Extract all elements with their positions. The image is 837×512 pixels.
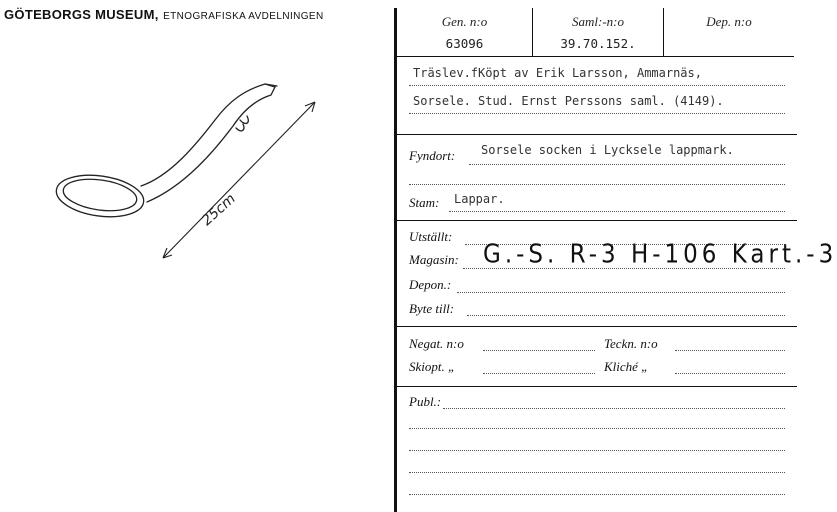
stam-label: Stam:	[409, 195, 440, 210]
fyndort-label: Fyndort:	[409, 148, 456, 163]
department-name: ETNOGRAFISKA AVDELNINGEN	[163, 11, 324, 22]
saml-number-value: 39.70.152.	[560, 36, 636, 51]
gen-number-cell	[397, 8, 533, 57]
publ-dotted-line	[409, 494, 785, 495]
negat-dotted-line	[483, 350, 595, 351]
kliche-label: Kliché „	[604, 359, 649, 374]
fyndort-dotted-line	[469, 164, 785, 165]
teckn-label: Teckn. n:o	[604, 336, 658, 351]
publ-dotted-line	[409, 428, 785, 429]
publ-dotted-line	[409, 450, 785, 451]
depon-dotted-line	[457, 292, 785, 293]
saml-number-label: Saml:-n:o	[572, 14, 624, 29]
museum-name: GÖTEBORGS MUSEUM,	[4, 7, 159, 22]
dep-number-cell	[664, 8, 794, 57]
dimension-label: 25cm	[198, 190, 239, 229]
negat-label: Negat. n:o	[409, 336, 464, 351]
kliche-dotted-line	[675, 373, 785, 374]
section-divider	[397, 220, 797, 221]
ladle-drawing	[54, 84, 277, 222]
museum-heading	[4, 6, 324, 24]
byte-dotted-line	[467, 315, 785, 316]
dimension-arrow	[163, 102, 315, 258]
description-dotted-line	[409, 113, 785, 114]
stam-dotted-line	[449, 211, 785, 212]
magasin-value: G.-S. R-3 H-106 Kart.-3	[483, 240, 837, 270]
byte-label: Byte till:	[409, 301, 455, 316]
saml-number-cell	[533, 8, 664, 57]
ladle-sketch	[55, 78, 325, 278]
depon-label: Depon.:	[409, 277, 452, 292]
gen-number-label: Gen. n:o	[441, 14, 488, 29]
skiopt-dotted-line	[483, 373, 595, 374]
catalog-card	[394, 8, 837, 512]
magasin-label: Magasin:	[409, 252, 459, 267]
section-divider	[397, 386, 797, 387]
publ-label: Publ.:	[409, 394, 442, 409]
section-divider	[397, 134, 797, 135]
description-dotted-line	[409, 85, 785, 86]
publ-dotted-line	[409, 472, 785, 473]
fyndort-dotted-line-2	[409, 184, 785, 185]
dep-number-label: Dep. n:o	[706, 14, 752, 29]
magasin-dotted-line	[463, 268, 785, 269]
skiopt-label: Skiopt. „	[409, 359, 456, 374]
teckn-dotted-line	[675, 350, 785, 351]
publ-dotted-line	[443, 408, 785, 409]
fyndort-value: Sorsele socken i Lycksele lappmark.	[481, 143, 734, 157]
utstallt-label: Utställt:	[409, 229, 453, 244]
stam-value: Lappar.	[454, 192, 505, 206]
gen-number-value: 63096	[445, 36, 484, 51]
description-line-1: Träslev.fKöpt av Erik Larsson, Ammarnäs,	[413, 66, 702, 80]
description-line-2: Sorsele. Stud. Ernst Perssons saml. (4149).	[413, 94, 724, 108]
section-divider	[397, 326, 797, 327]
